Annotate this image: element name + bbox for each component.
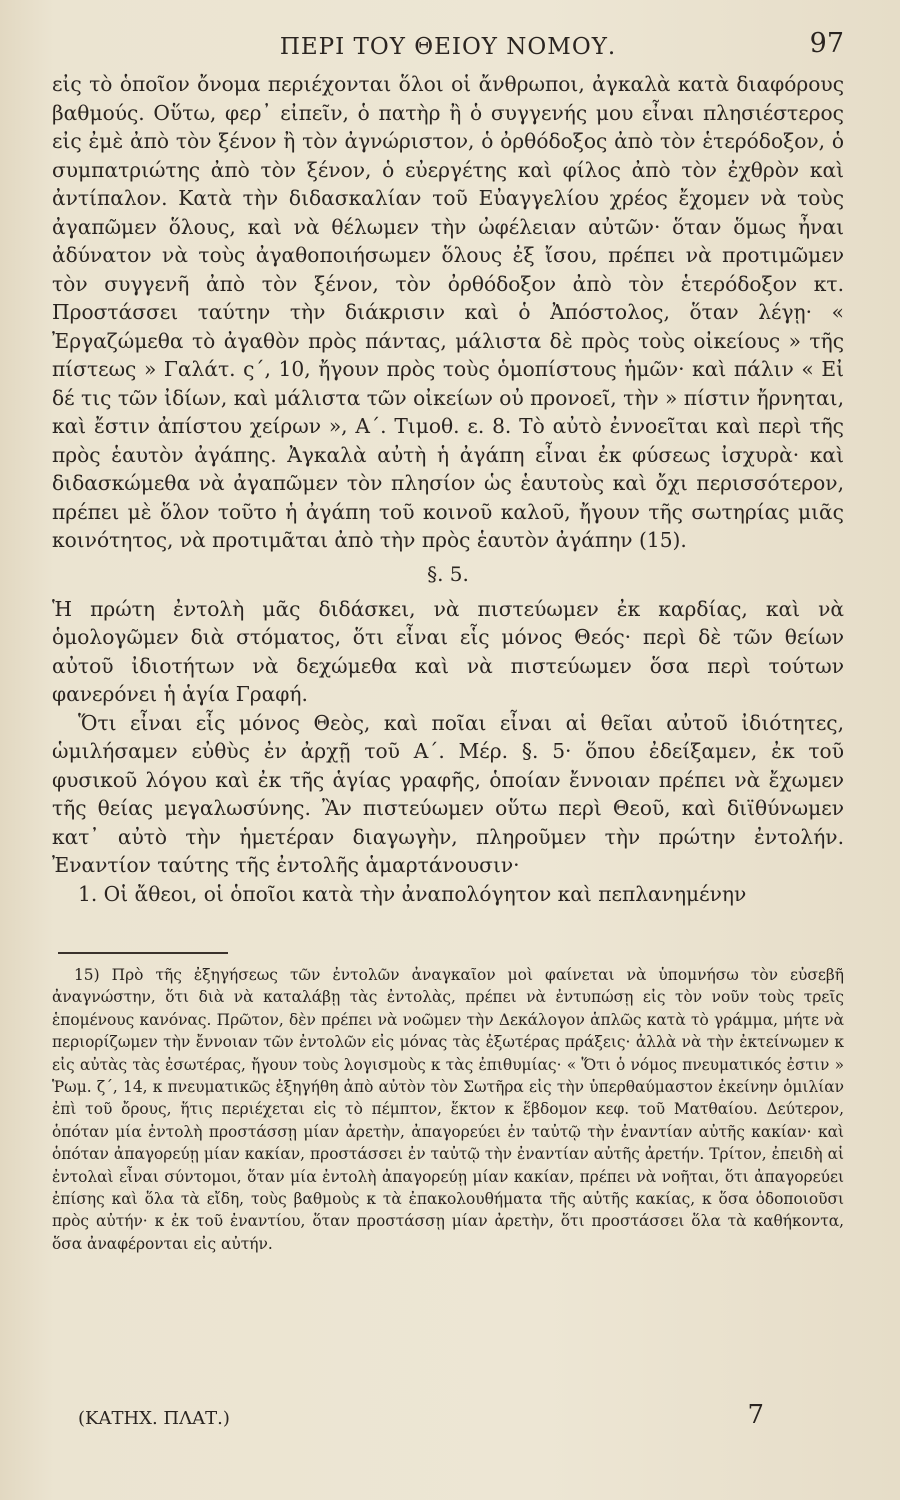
signature-line bbox=[78, 1400, 764, 1440]
footnote: 15) Πρὸ τῆς ἐξηγήσεως τῶν ἐντολῶν ἀναγκαῖον μοὶ φαίνεται νὰ ὑπομνήσω τὸν εὐσεβῆ ἀναγνώστην, ὅτι διὰ νὰ καταλάβῃ τὰς ἐντολὰς, πρέπει νὰ ἐντυπώσῃ εἰς τὸν νοῦν τοὺς τρεῖς ἑπομένους κανόνας. Πρῶτον, δὲν πρέπει νὰ νοῶμεν τὴν Δεκάλογον ἁπλῶς κατὰ τὸ γράμμα, μήτε νὰ περιορίζωμεν τὴν ἔννοιαν τῶν ἐντολῶν εἰς μόνας τὰς ἐξωτέρας πράξεις· ἀλλὰ νὰ τὴν ἐκτείνωμεν κ εἰς αὐτὰς τὰς ἐσωτέρας, ἤγουν τοὺς λογισμοὺς κ τὰς ἐπιθυμίας· « Ὅτι ὁ νόμος πνευματικός ἐστιν » Ῥωμ. ζ΄, 14, κ πνευματικῶς ἐξηγήθη ἀπὸ αὐτὸν τὸν Σωτῆρα εἰς τὴν ὑπερθαύμαστον ἐκείνην ὁμιλίαν ἐπὶ τοῦ ὄρους, ἥτις περιέχεται εἰς τὸ πέμπτον, ἕκτον κ ἕβδομον κεφ. τοῦ Ματθαίου. Δεύτερον, ὁπόταν μία ἐντολὴ προστάσσῃ μίαν ἀρετὴν, ἀπαγορεύει ἐν ταὐτῷ τὴν ἐναντίαν αὐτῆς κακίαν· καὶ ὁπόταν ἀπαγορεύῃ μίαν κακίαν, προστάσσει ἐν ταὐτῷ τὴν ἐναντίαν αὐτῆς ἀρετήν. Τρίτον, ἐπειδὴ αἱ ἐντολαὶ εἶναι σύντομοι, ὅταν μία ἐντολὴ ἀπαγορεύῃ μίαν κακίαν, πρέπει νὰ νοῆται, ὅτι ἀπαγορεύει ἐπίσης καὶ ὅλα τὰ εἴδη, τοὺς βαθμοὺς κ τὰ ἐπακολουθήματα τῆς αὐτῆς κακίας, κ ὅσα ὁδοποιοῦσι πρὸς αὐτήν· κ ἐκ τοῦ ἐναντίου, ὅταν προστάσσῃ μίαν ἀρετὴν, ὅτι προστάσσει ὅλα τὰ καθήκοντα, ὅσα ἀναφέρονται εἰς αὐτήν. bbox=[52, 966, 844, 1253]
running-head bbox=[52, 28, 844, 70]
paragraph: εἰς τὸ ὁποῖον ὄνομα περιέχονται ὅλοι οἱ ἄνθρωποι, ἀγκαλὰ κατὰ διαφόρους βαθμούς. Οὕτω, φερ᾿ εἰπεῖν, ὁ πατὴρ ἢ ὁ συγγενής μου εἶναι πλησιέστερος εἰς ἐμὲ ἀπὸ τὸν ξένον ἢ τὸν ἀγνώριστον, ὁ ὀρθόδοξος ἀπὸ τὸν ἑτερόδοξον, ὁ συμπατριώτης ἀπὸ τὸν ξένον, ὁ εὐεργέτης καὶ φίλος ἀπὸ τὸν ἐχθρὸν καὶ ἀντίπαλον. Κατὰ τὴν διδασκαλίαν τοῦ Εὐαγγελίου χρέος ἔχομεν νὰ τοὺς ἀγαπῶμεν ὅλους, καὶ νὰ θέλωμεν τὴν ὠφέλειαν αὐτῶν· ὅταν ὅμως ἦναι ἀδύνατον νὰ τοὺς ἀγαθοποιήσωμεν ὅλους ἐξ ἴσου, πρέπει νὰ προτιμῶμεν τὸν συγγενῆ ἀπὸ τὸν ξένον, τὸν ὀρθόδοξον ἀπὸ τὸν ἑτερόδοξον κτ. Προστάσσει ταύτην τὴν διάκρισιν καὶ ὁ Ἀπόστολος, ὅταν λέγῃ· « Ἐργαζώμεθα τὸ ἀγαθὸν πρὸς πάντας, μάλιστα δὲ πρὸς τοὺς οἰκείους » τῆς πίστεως » Γαλάτ. ς΄, 10, ἤγουν πρὸς τοὺς ὁμοπίστους ἡμῶν· καὶ πάλιν « Εἰ δέ τις τῶν ἰδίων, καὶ μάλιστα τῶν οἰκείων οὐ προνοεῖ, τὴν » πίστιν ἤρνηται, καὶ ἔστιν ἀπίστου χείρων », Α΄. Τιμοθ. ε. 8. Τὸ αὐτὸ ἐννοεῖται καὶ περὶ τῆς πρὸς ἑαυτὸν ἀγάπης. Ἀγκαλὰ αὐτὴ ἡ ἀγάπη εἶναι ἐκ φύσεως ἰσχυρὰ· καὶ διδασκώμεθα νὰ ἀγαπῶμεν τὸν πλησίον ὡς ἑαυτοὺς καὶ ὄχι περισσότερον, πρέπει μὲ ὅλον τοῦτο ἡ ἀγάπη τοῦ κοινοῦ καλοῦ, ἤγουν τῆς σωτηρίας μιᾶς κοινότητος, νὰ προτιμᾶται ἀπὸ τὴν πρὸς ἑαυτὸν ἀγάπην (15). bbox=[52, 72, 844, 552]
running-title: ΠΕΡΙ ΤΟΥ ΘΕΙΟΥ ΝΟΜΟΥ. bbox=[279, 34, 617, 60]
numbered-item: 1. Οἱ ἄθεοι, οἱ ὁποῖοι κατὰ τὴν ἀναπολόγητον καὶ πεπλανημένην bbox=[78, 881, 747, 906]
commandment-text: Ἡ πρώτη ἐντολὴ μᾶς διδάσκει, νὰ πιστεύωμεν ἐκ καρδίας, καὶ νὰ ὁμολογῶμεν διὰ στόματος, ὅτι εἶναι εἷς μόνος Θεός· περὶ δὲ τῶν θείων αὐτοῦ ἰδιοτήτων νὰ δεχώμεθα καὶ νὰ πιστεύωμεν ὅσα περὶ τούτων φανερόνει ἡ ἁγία Γραφή. bbox=[52, 596, 844, 706]
signature-number: 7 bbox=[747, 1400, 764, 1430]
footnote-divider bbox=[58, 952, 228, 954]
body-text bbox=[52, 70, 844, 908]
explanation-paragraph: Ὅτι εἶναι εἷς μόνος Θεὸς, καὶ ποῖαι εἶναι αἱ θεῖαι αὐτοῦ ἰδιότητες, ὡμιλήσαμεν εὐθὺς ἐν ἀρχῇ τοῦ Α΄. Μέρ. §. 5· ὅπου ἐδείξαμεν, ἐκ τοῦ φυσικοῦ λόγου καὶ ἐκ τῆς ἁγίας γραφῆς, ὁποίαν ἔννοιαν πρέπει νὰ ἔχωμεν τῆς θείας μεγαλωσύνης. Ἂν πιστεύωμεν οὕτω περὶ Θεοῦ, καὶ διϊθύνωμεν κατ᾿ αὐτὸ τὴν ἡμετέραν διαγωγὴν, πληροῦμεν τὴν πρώτην ἐντολήν. Ἐναντίον ταύτης τῆς ἐντολῆς ἁμαρτάνουσιν· bbox=[52, 710, 844, 877]
section-mark: §. 5. bbox=[427, 561, 469, 586]
page-number: 97 bbox=[809, 28, 844, 59]
signature-mark: (ΚΑΤΗΧ. ΠΛΑΤ.) bbox=[78, 1408, 230, 1429]
